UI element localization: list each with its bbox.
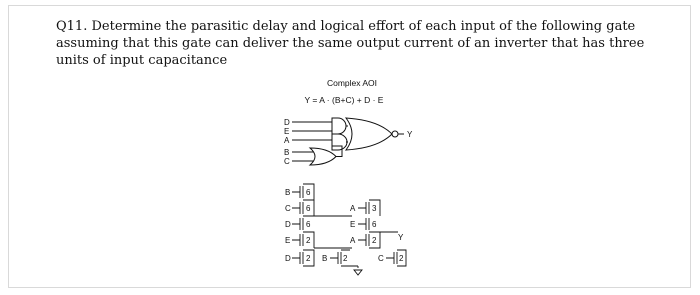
pullup-size: 3 [372, 204, 377, 213]
pulldown-size: 6 [306, 204, 311, 213]
pulldown-size: 2 [306, 254, 311, 263]
inverter-bubble [392, 131, 398, 137]
figure-title: Complex AOI [326, 78, 378, 88]
complex-aoi-figure [280, 76, 430, 276]
question-paragraph [56, 18, 656, 69]
nor-gate [346, 118, 392, 150]
logic-input-label: B [284, 148, 290, 157]
bottom-size: 2 [343, 254, 348, 263]
pullup-size: 6 [372, 220, 377, 229]
transistor-output-label: Y [398, 233, 404, 242]
or-gate [310, 148, 336, 165]
logic-input-label: A [284, 136, 290, 145]
pulldown-size: 6 [306, 188, 311, 197]
pulldown-input: D [285, 220, 291, 229]
question-text: Determine the parasitic delay and logical effort of each input of the following gate assuming that this gate can deliver the same output current of an inverter that has three units of input capacitance [56, 19, 645, 68]
and-gate-de [332, 118, 346, 134]
pulldown-input: B [285, 188, 291, 197]
pullup-input: A [350, 204, 356, 213]
pulldown-size: 6 [306, 220, 311, 229]
logic-input-label: E [284, 127, 290, 136]
bottom-size: 2 [399, 254, 404, 263]
pulldown-input: D [285, 254, 291, 263]
pullup-input: E [350, 220, 356, 229]
question-number: Q11. [56, 19, 88, 34]
and-gate-abc [332, 134, 347, 150]
pulldown-input: E [285, 236, 291, 245]
pullup-size: 2 [372, 236, 377, 245]
bottom-input: B [322, 254, 328, 263]
gate-symbol [284, 118, 413, 166]
logic-input-label: D [284, 118, 290, 127]
logic-input-label: C [284, 157, 290, 166]
ground-symbol [354, 270, 362, 275]
pulldown-input: C [285, 204, 291, 213]
figure-equation: Y = A · (B+C) + D · E [304, 95, 384, 105]
pulldown-size: 2 [306, 236, 311, 245]
circuit-diagram [280, 76, 430, 276]
logic-output-label: Y [407, 130, 413, 139]
transistor-schematic [285, 184, 406, 275]
pullup-input: A [350, 236, 356, 245]
bottom-input: C [378, 254, 384, 263]
